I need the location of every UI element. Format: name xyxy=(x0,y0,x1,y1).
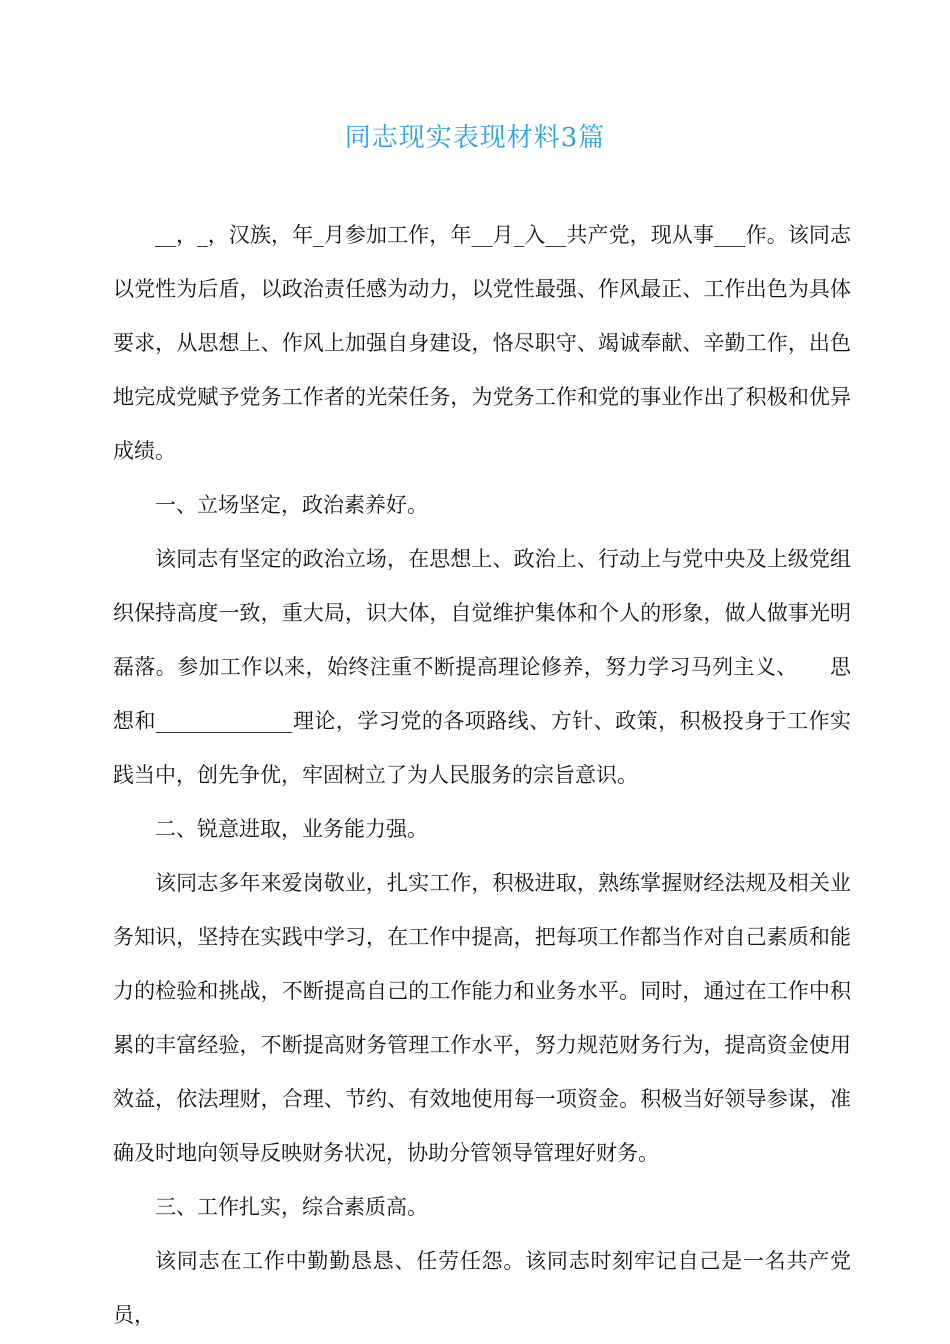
section-paragraph-2: 该同志多年来爱岗敬业，扎实工作，积极进取，熟练掌握财经法规及相关业务知识，坚持在实践中学习，在工作中提高，把每项工作都当作对自己素质和能力的检验和挑战，不断提高自己的工作能力和业务水平。同时，通过在工作中积累的丰富经验，不断提高财务管理工作水平，努力规范财务行为，提高资金使用效益，依法理财，合理、节约、有效地使用每一项资金。积极当好领导参谋，准确及时地向领导反映财务状况，协助分管领导管理好财务。 xyxy=(113,871,851,1165)
document-body xyxy=(113,208,851,1342)
section-paragraph-3: 该同志在工作中勤勤恳恳、任劳任怨。该同志时刻牢记自己是一名共产党员， xyxy=(113,1249,851,1327)
section-paragraph-1: 该同志有坚定的政治立场，在思想上、政治上、行动上与党中央及上级党组织保持高度一致，重大局，识大体，自觉维护集体和个人的形象，做人做事光明磊落。参加工作以来，始终注重不断提高理论修养，努力学习马列主义、 思 想和_____________理论，学习党的各项路线、方针、政策，积极投身于工作实践当中，创先争优，牢固树立了为人民服务的宗旨意识。 xyxy=(113,547,851,787)
intro-paragraph: __，_，汉族，年_月参加工作，年__月_入__共产党，现从事___作。该同志以党性为后盾，以政治责任感为动力，以党性最强、作风最正、工作出色为具体要求，从思想上、作风上加强自身建设，恪尽职守、竭诚奉献、辛勤工作，出色地完成党赋予党务工作者的光荣任务，为党务工作和党的事业作出了积极和优异成绩。 xyxy=(113,223,851,463)
section-heading-1: 一、立场坚定，政治素养好。 xyxy=(155,493,428,517)
section-heading-3: 三、工作扎实，综合素质高。 xyxy=(155,1195,428,1219)
section-heading-2: 二、锐意进取，业务能力强。 xyxy=(155,817,428,841)
document-title: 同志现实表现材料3篇 xyxy=(344,123,606,153)
